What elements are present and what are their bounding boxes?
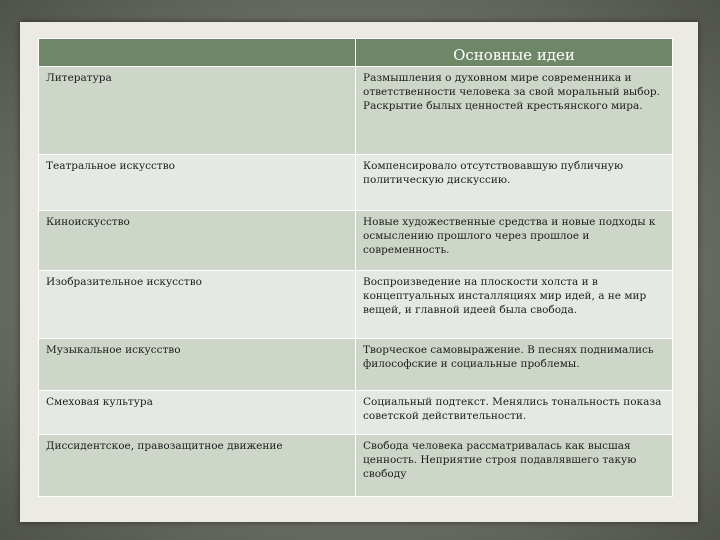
category-cell: Смеховая культура [39,391,356,435]
table-row [39,391,673,435]
header-main-ideas: Основные идеи [356,39,673,67]
table-row [39,67,673,155]
category-cell: Литература [39,67,356,155]
table-row [39,155,673,211]
category-cell: Театральное искусство [39,155,356,211]
table-row [39,271,673,339]
idea-cell: Творческое самовыражение. В песнях поднимались философские и социальные проблемы. [356,339,673,391]
idea-cell: Новые художественные средства и новые подходы к осмыслению прошлого через прошлое и современность. [356,211,673,271]
idea-cell: Воспроизведение на плоскости холста и в концептуальных инсталляциях мир идей, а не мир вещей, и главной идеей была свобода. [356,271,673,339]
category-cell: Киноискусство [39,211,356,271]
header-left-cell [39,39,356,67]
idea-cell: Размышления о духовном мире современника и ответственности человека за свой моральный выбор. Раскрытие былых ценностей крестьянского мира. [356,67,673,155]
table-row [39,339,673,391]
category-cell: Музыкальное искусство [39,339,356,391]
idea-cell: Компенсировало отсутствовавшую публичную политическую дискуссию. [356,155,673,211]
ideas-table [38,38,673,497]
idea-cell: Социальный подтекст. Менялись тональность показа советской действительности. [356,391,673,435]
category-cell: Изобразительное искусство [39,271,356,339]
table-row [39,211,673,271]
table-header-row [39,39,673,67]
idea-cell: Свобода человека рассматривалась как высшая ценность. Неприятие строя подавлявшего такую свободу [356,435,673,497]
category-cell: Диссидентское, правозащитное движение [39,435,356,497]
table-row [39,435,673,497]
